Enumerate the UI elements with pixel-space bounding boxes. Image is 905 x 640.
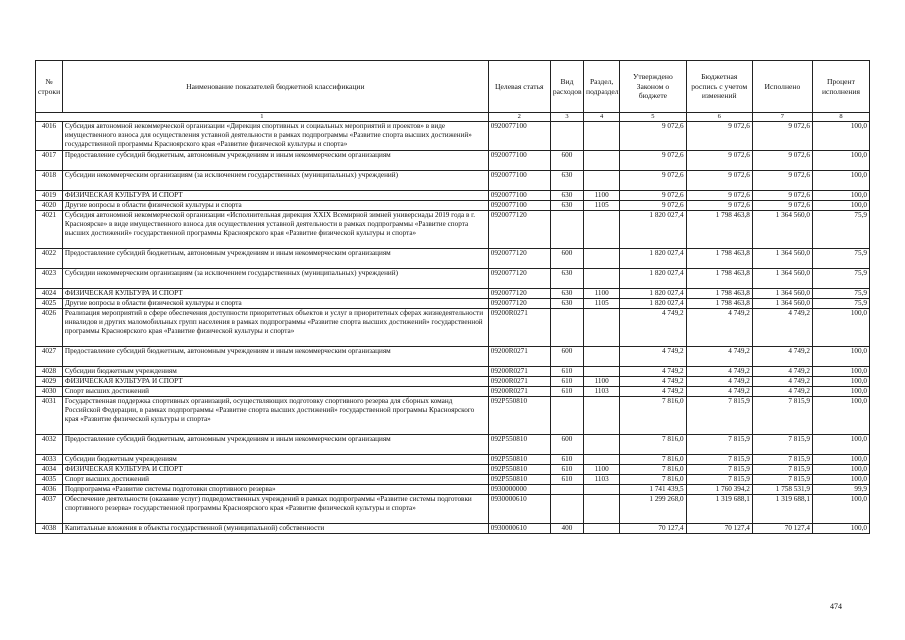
row-expense-type: 400 [550,524,583,534]
row-executed: 1 364 560,0 [752,211,812,249]
row-section: 1105 [584,201,620,211]
row-executed: 70 127,4 [752,524,812,534]
row-number: 4018 [36,171,63,191]
row-budget: 1 760 394,2 [686,485,752,495]
row-approved: 7 816,0 [620,397,686,435]
row-number: 4038 [36,524,63,534]
row-expense-type: 600 [550,435,583,455]
row-expense-type: 610 [550,465,583,475]
row-executed: 9 072,6 [752,151,812,171]
table-row [36,377,870,387]
row-percent: 100,0 [812,475,869,485]
row-section [584,122,620,151]
row-percent: 100,0 [812,201,869,211]
row-number: 4021 [36,211,63,249]
row-executed: 1 364 560,0 [752,249,812,269]
row-expense-type: 630 [550,201,583,211]
row-target: 0920077100 [488,151,550,171]
row-number: 4037 [36,495,63,524]
row-budget: 4 749,2 [686,367,752,377]
table-row [36,367,870,377]
row-expense-type [550,397,583,435]
row-name: Спорт высших достижений [62,387,488,397]
row-budget: 4 749,2 [686,347,752,367]
row-number: 4022 [36,249,63,269]
table-row [36,269,870,289]
row-number: 4036 [36,485,63,495]
row-target: 0920077100 [488,171,550,191]
row-name: Субсидии некоммерческим организациям (за исключением государственных (муниципальных) учреждений) [62,171,488,191]
table-header-row [36,61,870,113]
row-section: 1105 [584,299,620,309]
row-section [584,397,620,435]
row-number: 4032 [36,435,63,455]
row-target: 09200R0271 [488,387,550,397]
header-expense-type: Вид расходов [550,61,583,113]
row-target: 0920077120 [488,269,550,289]
row-approved: 4 749,2 [620,377,686,387]
row-target: 0930000610 [488,524,550,534]
row-percent: 75,9 [812,269,869,289]
row-name: Субсидия автономной некоммерческой организации «Исполнительная дирекция XXIX Всемирной зимней универсиады 2019 года в г. Красноярске» в виде имущественного взноса для осуществления уставной деятельности в рамках подпрограммы «Развитие спорта высших достижений» государственной программы Красноярского края «Развитие физической культуры и спорта» [62,211,488,249]
row-budget: 1 798 463,8 [686,289,752,299]
row-executed: 9 072,6 [752,201,812,211]
row-expense-type: 610 [550,367,583,377]
row-name: ФИЗИЧЕСКАЯ КУЛЬТУРА И СПОРТ [62,289,488,299]
row-approved: 1 820 027,4 [620,299,686,309]
row-section [584,249,620,269]
row-section [584,455,620,465]
row-target: 0920077100 [488,191,550,201]
table-row [36,475,870,485]
row-approved: 9 072,6 [620,191,686,201]
row-number: 4017 [36,151,63,171]
row-expense-type [550,211,583,249]
row-approved: 7 816,0 [620,455,686,465]
row-approved: 4 749,2 [620,309,686,347]
row-expense-type [550,485,583,495]
row-budget: 9 072,6 [686,151,752,171]
row-percent: 100,0 [812,171,869,191]
table-row [36,465,870,475]
row-approved: 7 816,0 [620,465,686,475]
table-row [36,122,870,151]
row-budget: 7 815,9 [686,465,752,475]
row-expense-type: 610 [550,387,583,397]
row-expense-type [550,122,583,151]
header-percent: Процент исполнения [812,61,869,113]
row-budget: 4 749,2 [686,309,752,347]
row-approved: 9 072,6 [620,151,686,171]
row-section [584,309,620,347]
row-number: 4016 [36,122,63,151]
column-number-row [36,113,870,122]
row-target: 09200R0271 [488,367,550,377]
row-section: 1103 [584,475,620,485]
row-name: Подпрограмма «Развитие системы подготовки спортивного резерва» [62,485,488,495]
row-name: Капитальные вложения в объекты государственной (муниципальной) собственности [62,524,488,534]
row-budget: 7 815,9 [686,435,752,455]
row-percent: 100,0 [812,377,869,387]
row-approved: 9 072,6 [620,171,686,191]
row-name: ФИЗИЧЕСКАЯ КУЛЬТУРА И СПОРТ [62,191,488,201]
row-budget: 9 072,6 [686,122,752,151]
column-number: 2 [488,113,550,122]
row-name: Реализация мероприятий в сфере обеспечения доступности приоритетных объектов и услуг в приоритетных сферах жизнедеятельности инвалидов и других маломобильных групп населения в рамках подпрограммы «Развитие спорта высших достижений» государственной программы Красноярского края «Развитие физической культуры и спорта» [62,309,488,347]
row-name: ФИЗИЧЕСКАЯ КУЛЬТУРА И СПОРТ [62,465,488,475]
row-section: 1100 [584,465,620,475]
header-budget-list: Бюджетная роспись с учетом изменений [686,61,752,113]
row-percent: 100,0 [812,397,869,435]
row-name: Предоставление субсидий бюджетным, автономным учреждениям и иным некоммерческим организациям [62,347,488,367]
row-percent: 100,0 [812,367,869,377]
row-section [584,367,620,377]
row-expense-type: 630 [550,191,583,201]
row-name: Государственная поддержка спортивных организаций, осуществляющих подготовку спортивного резерва для сборных команд Российской Федерации, в рамках подпрограммы «Развитие спорта высших достижений» государственной программы Красноярского края «Развитие физической культуры и спорта» [62,397,488,435]
row-section [584,151,620,171]
row-target: 092P550810 [488,455,550,465]
column-number: 8 [812,113,869,122]
row-executed: 4 749,2 [752,347,812,367]
row-percent: 100,0 [812,387,869,397]
row-executed: 9 072,6 [752,171,812,191]
row-section [584,269,620,289]
row-budget: 1 798 463,8 [686,269,752,289]
row-executed: 1 758 531,9 [752,485,812,495]
row-executed: 1 364 560,0 [752,269,812,289]
table-row [36,347,870,367]
row-section [584,485,620,495]
row-budget: 9 072,6 [686,171,752,191]
row-number: 4028 [36,367,63,377]
row-number: 4029 [36,377,63,387]
column-number: 4 [584,113,620,122]
row-target: 092P550810 [488,465,550,475]
table-row [36,495,870,524]
row-expense-type: 630 [550,289,583,299]
row-budget: 1 798 463,8 [686,299,752,309]
row-number: 4033 [36,455,63,465]
row-expense-type: 610 [550,455,583,465]
row-expense-type: 630 [550,171,583,191]
table-row [36,249,870,269]
row-target: 0930000610 [488,495,550,524]
row-budget: 1 798 463,8 [686,249,752,269]
row-name: Субсидии бюджетным учреждениям [62,367,488,377]
row-name: Спорт высших достижений [62,475,488,485]
row-target: 0920077120 [488,211,550,249]
row-target: 09200R0271 [488,347,550,367]
row-percent: 100,0 [812,347,869,367]
row-percent: 100,0 [812,191,869,201]
row-approved: 1 820 027,4 [620,269,686,289]
row-expense-type: 600 [550,249,583,269]
row-number: 4030 [36,387,63,397]
column-number: 7 [752,113,812,122]
row-percent: 99,9 [812,485,869,495]
row-executed: 7 815,9 [752,475,812,485]
row-number: 4020 [36,201,63,211]
row-budget: 1 319 688,1 [686,495,752,524]
row-section: 1100 [584,289,620,299]
row-executed: 1 364 560,0 [752,289,812,299]
row-section [584,171,620,191]
row-name: Субсидия автономной некоммерческой организации «Дирекция спортивных и социальных мероприятий и проектов» в виде имущественного взноса для осуществления уставной деятельности в рамках подпрограммы «Развитие спорта высших достижений» государственной программы Красноярского края «Развитие физической культуры и спорта» [62,122,488,151]
row-target: 0920077100 [488,201,550,211]
header-approved: Утверждено Законом о бюджете [620,61,686,113]
table-row [36,455,870,465]
header-line-no: № строки [36,61,63,113]
table-row [36,151,870,171]
row-approved: 7 816,0 [620,475,686,485]
row-budget: 7 815,9 [686,397,752,435]
row-target: 09200R0271 [488,309,550,347]
row-budget: 1 798 463,8 [686,211,752,249]
column-number: 5 [620,113,686,122]
row-section [584,347,620,367]
row-percent: 100,0 [812,435,869,455]
row-expense-type: 630 [550,269,583,289]
row-executed: 4 749,2 [752,377,812,387]
row-executed: 7 815,9 [752,397,812,435]
row-name: Другие вопросы в области физической культуры и спорта [62,299,488,309]
row-approved: 7 816,0 [620,435,686,455]
table-row [36,191,870,201]
row-name: Субсидии некоммерческим организациям (за исключением государственных (муниципальных) учреждений) [62,269,488,289]
row-name: Субсидии бюджетным учреждениям [62,455,488,465]
row-expense-type: 610 [550,475,583,485]
row-budget: 9 072,6 [686,201,752,211]
row-expense-type: 600 [550,151,583,171]
row-approved: 1 820 027,4 [620,211,686,249]
header-section: Раздел, подраздел [584,61,620,113]
row-section [584,524,620,534]
row-approved: 1 820 027,4 [620,289,686,299]
row-approved: 70 127,4 [620,524,686,534]
header-executed: Исполнено [752,61,812,113]
row-executed: 1 319 688,1 [752,495,812,524]
row-number: 4024 [36,289,63,299]
row-approved: 4 749,2 [620,347,686,367]
row-target: 09200R0271 [488,377,550,387]
row-percent: 100,0 [812,524,869,534]
row-budget: 7 815,9 [686,475,752,485]
table-row [36,171,870,191]
row-expense-type: 630 [550,299,583,309]
row-target: 0920077120 [488,289,550,299]
row-number: 4026 [36,309,63,347]
row-executed: 4 749,2 [752,367,812,377]
row-name: Обеспечение деятельности (оказание услуг) подведомственных учреждений в рамках подпрограммы «Развитие системы подготовки спортивного резерва» государственной программы Красноярского края «Развитие физической культуры и спорта» [62,495,488,524]
table-row [36,211,870,249]
row-expense-type: 600 [550,347,583,367]
row-number: 4027 [36,347,63,367]
row-name: Другие вопросы в области физической культуры и спорта [62,201,488,211]
row-number: 4023 [36,269,63,289]
row-number: 4019 [36,191,63,201]
row-section [584,435,620,455]
row-target: 092P550810 [488,435,550,455]
table-row [36,299,870,309]
row-percent: 75,9 [812,211,869,249]
row-expense-type [550,495,583,524]
row-percent: 75,9 [812,289,869,299]
table-row [36,524,870,534]
row-executed: 7 815,9 [752,465,812,475]
row-section [584,495,620,524]
row-percent: 100,0 [812,465,869,475]
row-executed: 1 364 560,0 [752,299,812,309]
row-section: 1100 [584,377,620,387]
page-number: 474 [830,602,842,611]
row-budget: 4 749,2 [686,377,752,387]
row-approved: 4 749,2 [620,387,686,397]
row-section [584,211,620,249]
row-approved: 4 749,2 [620,367,686,377]
table-row [36,387,870,397]
row-number: 4025 [36,299,63,309]
row-percent: 100,0 [812,495,869,524]
row-number: 4034 [36,465,63,475]
row-executed: 4 749,2 [752,387,812,397]
row-number: 4031 [36,397,63,435]
table-row [36,309,870,347]
row-expense-type [550,309,583,347]
row-number: 4035 [36,475,63,485]
row-executed: 9 072,6 [752,191,812,201]
row-section: 1100 [584,191,620,201]
budget-execution-table [35,60,870,534]
row-approved: 1 820 027,4 [620,249,686,269]
column-number: 6 [686,113,752,122]
row-target: 0920077120 [488,299,550,309]
row-executed: 7 815,9 [752,435,812,455]
row-name: Предоставление субсидий бюджетным, автономным учреждениям и иным некоммерческим организациям [62,249,488,269]
row-percent: 100,0 [812,151,869,171]
row-target: 0920077120 [488,249,550,269]
row-name: Предоставление субсидий бюджетным, автономным учреждениям и иным некоммерческим организациям [62,151,488,171]
table-row [36,485,870,495]
row-section: 1103 [584,387,620,397]
row-approved: 1 741 439,5 [620,485,686,495]
row-percent: 100,0 [812,309,869,347]
table-row [36,201,870,211]
table-row [36,397,870,435]
table-row [36,435,870,455]
row-target: 092P550810 [488,475,550,485]
row-budget: 7 815,9 [686,455,752,465]
row-percent: 100,0 [812,122,869,151]
row-executed: 9 072,6 [752,122,812,151]
header-name: Наименование показателей бюджетной классификации [62,61,488,113]
row-executed: 4 749,2 [752,309,812,347]
row-percent: 100,0 [812,455,869,465]
row-approved: 1 299 268,0 [620,495,686,524]
row-name: Предоставление субсидий бюджетным, автономным учреждениям и иным некоммерческим организациям [62,435,488,455]
row-name: ФИЗИЧЕСКАЯ КУЛЬТУРА И СПОРТ [62,377,488,387]
row-approved: 9 072,6 [620,201,686,211]
header-target: Целевая статья [488,61,550,113]
column-number: 1 [36,113,489,122]
row-budget: 9 072,6 [686,191,752,201]
row-target: 092P550810 [488,397,550,435]
row-percent: 75,9 [812,299,869,309]
row-budget: 4 749,2 [686,387,752,397]
row-approved: 9 072,6 [620,122,686,151]
row-target: 0920077100 [488,122,550,151]
column-number: 3 [550,113,583,122]
table-row [36,289,870,299]
row-executed: 7 815,9 [752,455,812,465]
row-percent: 75,9 [812,249,869,269]
row-target: 0930000000 [488,485,550,495]
row-expense-type: 610 [550,377,583,387]
row-budget: 70 127,4 [686,524,752,534]
